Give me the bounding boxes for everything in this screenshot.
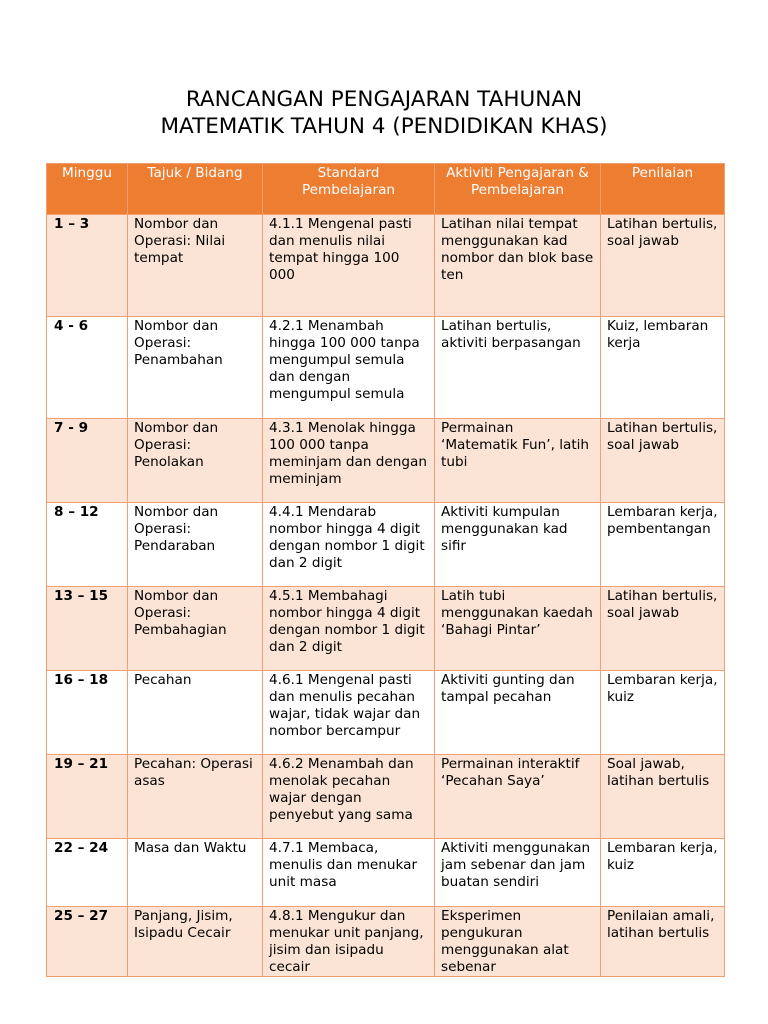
- week-cell: 16 – 18: [47, 671, 128, 755]
- standard-cell: 4.8.1 Mengukur dan menukar unit panjang, jisim dan isipadu cecair: [263, 907, 435, 977]
- standard-cell: 4.5.1 Membahagi nombor hingga 4 digit dengan nombor 1 digit dan 2 digit: [263, 587, 435, 671]
- table-row: [47, 839, 725, 907]
- activity-cell: Permainan ‘Matematik Fun’, latih tubi: [435, 419, 601, 503]
- table-row: [47, 671, 725, 755]
- table-header-row: [47, 164, 725, 215]
- activity-cell: Latih tubi menggunakan kaedah ‘Bahagi Pintar’: [435, 587, 601, 671]
- standard-cell: 4.2.1 Menambah hingga 100 000 tanpa mengumpul semula dan dengan mengumpul semula: [263, 317, 435, 419]
- assessment-cell: Soal jawab, latihan bertulis: [601, 755, 725, 839]
- assessment-cell: Penilaian amali, latihan bertulis: [601, 907, 725, 977]
- assessment-cell: Kuiz, lembaran kerja: [601, 317, 725, 419]
- activity-cell: Latihan nilai tempat menggunakan kad nombor dan blok base ten: [435, 215, 601, 317]
- activity-cell: Latihan bertulis, aktiviti berpasangan: [435, 317, 601, 419]
- table-row: [47, 317, 725, 419]
- standard-cell: 4.1.1 Mengenal pasti dan menulis nilai tempat hingga 100 000: [263, 215, 435, 317]
- document-title: [0, 86, 768, 140]
- topic-cell: Masa dan Waktu: [128, 839, 263, 907]
- title-line-2: MATEMATIK TAHUN 4 (PENDIDIKAN KHAS): [160, 114, 608, 139]
- week-cell: 25 – 27: [47, 907, 128, 977]
- standard-cell: 4.7.1 Membaca, menulis dan menukar unit masa: [263, 839, 435, 907]
- topic-cell: Pecahan: [128, 671, 263, 755]
- week-cell: 4 - 6: [47, 317, 128, 419]
- topic-cell: Nombor dan Operasi: Pendaraban: [128, 503, 263, 587]
- topic-cell: Pecahan: Operasi asas: [128, 755, 263, 839]
- topic-cell: Nombor dan Operasi: Penambahan: [128, 317, 263, 419]
- header-minggu: Minggu: [47, 164, 128, 215]
- standard-cell: 4.4.1 Mendarab nombor hingga 4 digit dengan nombor 1 digit dan 2 digit: [263, 503, 435, 587]
- assessment-cell: Latihan bertulis, soal jawab: [601, 215, 725, 317]
- activity-cell: Eksperimen pengukuran menggunakan alat sebenar: [435, 907, 601, 977]
- week-cell: 22 – 24: [47, 839, 128, 907]
- assessment-cell: Latihan bertulis, soal jawab: [601, 419, 725, 503]
- lesson-plan-table: [46, 163, 725, 977]
- header-aktiviti: Aktiviti Pengajaran & Pembelajaran: [435, 164, 601, 215]
- table-row: [47, 907, 725, 977]
- week-cell: 1 – 3: [47, 215, 128, 317]
- assessment-cell: Lembaran kerja, pembentangan: [601, 503, 725, 587]
- activity-cell: Permainan interaktif ‘Pecahan Saya’: [435, 755, 601, 839]
- activity-cell: Aktiviti kumpulan menggunakan kad sifir: [435, 503, 601, 587]
- header-tajuk-bidang: Tajuk / Bidang: [128, 164, 263, 215]
- topic-cell: Nombor dan Operasi: Nilai tempat: [128, 215, 263, 317]
- header-penilaian: Penilaian: [601, 164, 725, 215]
- topic-cell: Nombor dan Operasi: Pembahagian: [128, 587, 263, 671]
- standard-cell: 4.3.1 Menolak hingga 100 000 tanpa meminjam dan dengan meminjam: [263, 419, 435, 503]
- topic-cell: Panjang, Jisim, Isipadu Cecair: [128, 907, 263, 977]
- table-row: [47, 215, 725, 317]
- header-standard-pembelajaran: Standard Pembelajaran: [263, 164, 435, 215]
- assessment-cell: Lembaran kerja, kuiz: [601, 839, 725, 907]
- standard-cell: 4.6.2 Menambah dan menolak pecahan wajar dengan penyebut yang sama: [263, 755, 435, 839]
- activity-cell: Aktiviti menggunakan jam sebenar dan jam buatan sendiri: [435, 839, 601, 907]
- table-row: [47, 755, 725, 839]
- topic-cell: Nombor dan Operasi: Penolakan: [128, 419, 263, 503]
- table-row: [47, 503, 725, 587]
- week-cell: 7 - 9: [47, 419, 128, 503]
- table-row: [47, 587, 725, 671]
- title-line-1: RANCANGAN PENGAJARAN TAHUNAN: [185, 87, 583, 112]
- week-cell: 8 – 12: [47, 503, 128, 587]
- activity-cell: Aktiviti gunting dan tampal pecahan: [435, 671, 601, 755]
- table-row: [47, 419, 725, 503]
- week-cell: 19 – 21: [47, 755, 128, 839]
- standard-cell: 4.6.1 Mengenal pasti dan menulis pecahan wajar, tidak wajar dan nombor bercampur: [263, 671, 435, 755]
- assessment-cell: Latihan bertulis, soal jawab: [601, 587, 725, 671]
- assessment-cell: Lembaran kerja, kuiz: [601, 671, 725, 755]
- week-cell: 13 – 15: [47, 587, 128, 671]
